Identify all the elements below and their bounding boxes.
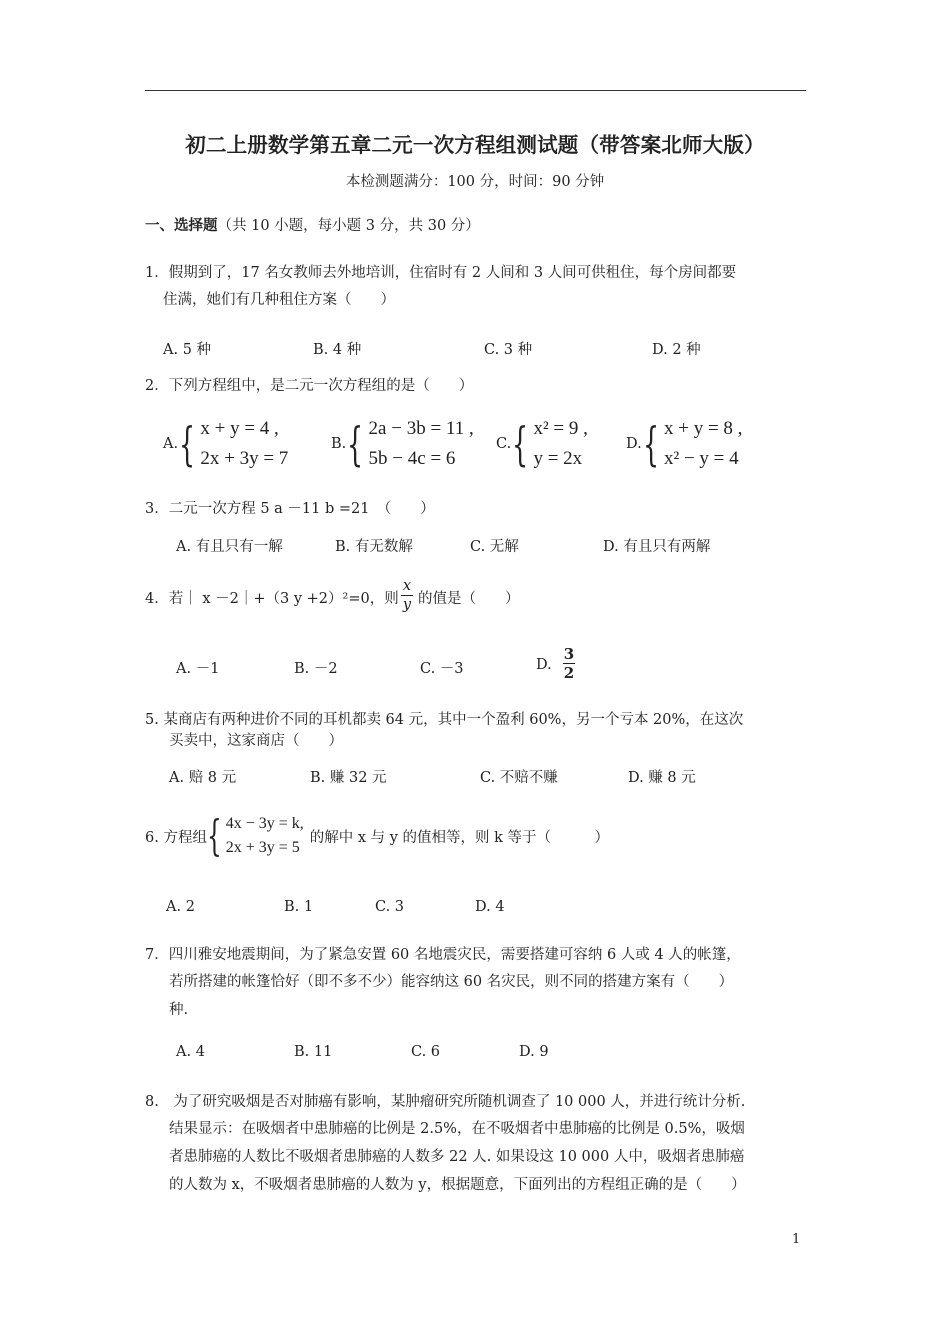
q2-b-label: B. [331,436,347,452]
q6-eq1: 4x − 3y = k, [225,815,304,832]
q3-option-b: B. 有无数解 [335,539,413,555]
q2-c-eq2: y = 2x [533,448,583,469]
q2-a-label: A. [163,436,179,452]
q1-line2: 住满，她们有几种租住方案（ ） [163,292,395,308]
q5-option-a: A. 赔 8 元 [169,770,237,786]
q8-line1: 8. 为了研究吸烟是否对肺癌有影响，某肿瘤研究所随机调查了 10 000 人，并进行统计分析. [145,1094,746,1110]
q1-option-d: D. 2 种 [652,342,701,358]
brace-symbol: { [179,417,196,471]
q7-line2: 若所搭建的帐篷恰好（即不多不少）能容纳这 60 名灾民，则不同的搭建方案有（ ） [169,974,734,990]
section-heading [145,214,480,235]
q4-stem-before: 4．若｜ x －2｜+（3 y +2）²=0，则 [145,591,399,607]
q1-option-b: B. 4 种 [313,342,362,358]
q4-d-num: 3 [563,645,575,663]
q2-option-a [163,414,288,474]
page-title: 初二上册数学第五章二元一次方程组测试题（带答案北师大版） [185,133,765,157]
q6-option-d: D. 4 [475,899,505,915]
q6-option-c: C. 3 [375,899,405,915]
q3-stem: 3．二元一次方程 5 a －11 b =21 （ ） [145,501,435,517]
q7-option-a: A. 4 [176,1044,205,1060]
q1-option-a: A. 5 种 [163,342,212,358]
q2-option-d [626,414,742,474]
q2-a-eq1: x + y = 4 , [200,418,279,439]
q2-d-eq1: x + y = 8 , [664,418,743,439]
brace-symbol: { [642,417,659,471]
q2-b-eq2: 5b − 4c = 6 [368,448,456,469]
q2-d-eq2: x² − y = 4 [664,448,739,469]
q3-option-d: D. 有且只有两解 [603,539,711,555]
q2-option-c [496,414,588,474]
q7-line1: 7．四川雅安地震期间，为了紧急安置 60 名地震灾民，需要搭建可容纳 6 人或 4 人的帐篷， [145,947,741,963]
q4-stem-after: 的值是（ ） [418,591,520,607]
brace-symbol: { [206,811,222,860]
q5-option-c: C. 不赔不赚 [480,770,558,786]
q7-option-d: D. 9 [519,1044,549,1060]
q3-option-a: A. 有且只有一解 [176,539,283,555]
brace-symbol: { [347,417,364,471]
q3-option-c: C. 无解 [470,539,519,555]
q4-option-a: A. －1 [176,661,220,677]
q8-line2: 结果显示：在吸烟者中患肺癌的比例是 2.5%，在不吸烟者中患肺癌的比例是 0.5%，吸烟 [169,1121,745,1137]
q6-option-a: A. 2 [166,899,195,915]
q7-option-c: C. 6 [411,1044,441,1060]
q2-c-eq1: x² = 9 , [533,418,588,439]
q1-line1: 1．假期到了，17 名女教师去外地培训，住宿时有 2 人间和 3 人间可供租住，每个房间都要 [145,265,737,281]
q7-option-b: B. 11 [294,1044,333,1060]
q7-line3: 种. [169,1002,189,1018]
section-title: 一、选择题 [145,217,218,234]
section-note: （共 10 小题，每小题 3 分，共 30 分） [217,218,480,234]
q2-option-b [331,414,474,474]
q6-stem [145,812,609,860]
q4-frac-den: y [402,597,412,613]
q2-a-eq2: 2x + 3y = 7 [200,448,289,469]
header-rule [145,90,806,91]
q8-line4: 的人数为 x，不吸烟者患肺癌的人数为 y，根据题意，下面列出的方程组正确的是（ ） [169,1177,746,1193]
q5-line2: 买卖中，这家商店（ ） [169,733,343,749]
brace-symbol: { [512,417,529,471]
q4-frac-num: x [402,578,412,594]
q5-line1: 5. 某商店有两种进价不同的耳机都卖 64 元，其中一个盈利 60%，另一个亏本 20%，在这次 [145,712,744,728]
q4-d-den: 2 [563,664,575,682]
q6-suffix: 的解中 x 与 y 的值相等，则 k 等于（ ） [309,829,610,846]
q2-b-eq1: 2a − 3b = 11 , [368,418,474,439]
q2-stem: 2．下列方程组中，是二元一次方程组的是（ ） [145,378,474,394]
q5-option-d: D. 赚 8 元 [628,770,696,786]
q2-c-label: C. [496,436,512,452]
q6-eq2: 2x + 3y = 5 [225,839,300,856]
q4-fraction [401,577,413,614]
q4-option-d: D. [536,657,552,673]
exam-info: 本检测题满分：100 分，时间：90 分钟 [345,174,605,190]
q4-option-b: B. －2 [294,661,338,677]
q1-option-c: C. 3 种 [484,342,533,358]
q8-line3: 者患肺癌的人数比不吸烟者患肺癌的人数多 22 人. 如果设这 10 000 人中，吸烟者患肺癌 [169,1149,745,1165]
q6-prefix: 6. 方程组 [145,829,207,846]
q2-d-label: D. [626,436,642,452]
q4-option-c: C. －3 [420,661,464,677]
q6-option-b: B. 1 [284,899,314,915]
q5-option-b: B. 赚 32 元 [310,770,387,786]
page-number: 1 [792,1232,801,1247]
q4-d-fraction [563,645,575,682]
